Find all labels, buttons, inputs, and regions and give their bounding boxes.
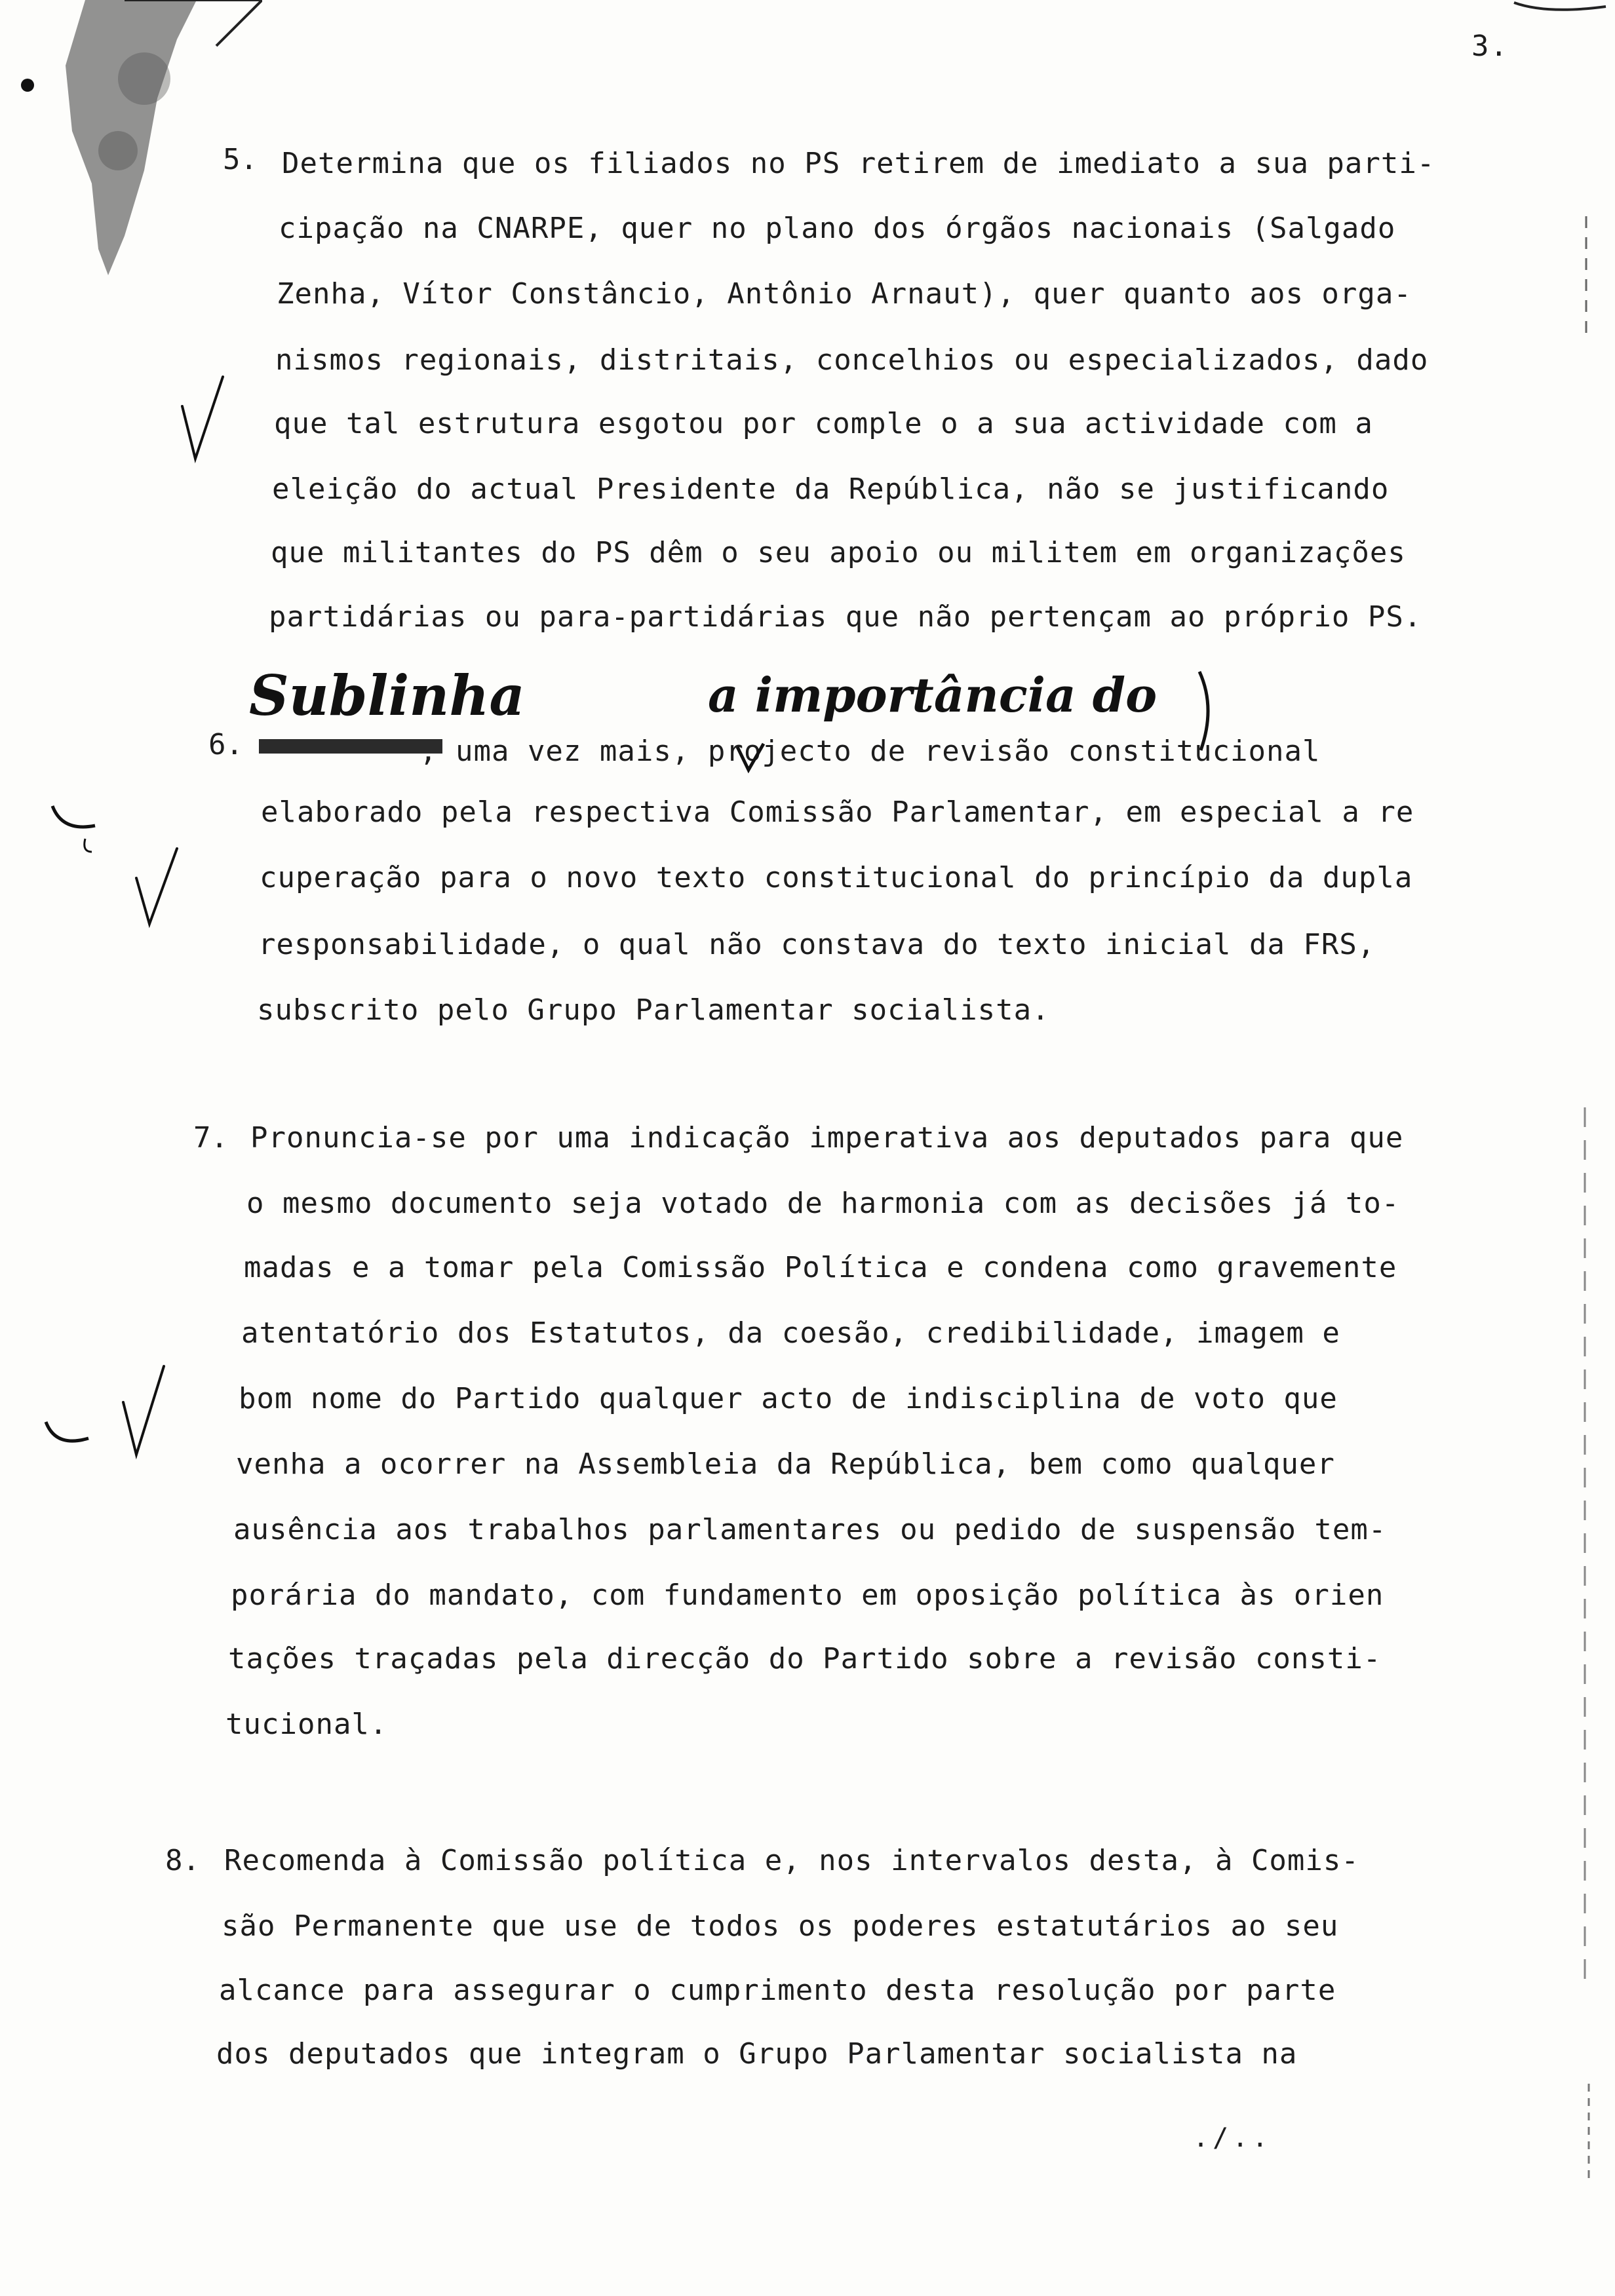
paragraph-7-line-2: o mesmo documento seja votado de harmonia com as decisões já to- [246,1187,1400,1220]
checkmark-icon-3 [118,1363,170,1461]
paragraph-8-line-1: Recomenda à Comissão política e, nos intervalos desta, à Comis- [224,1844,1359,1877]
handwritten-insert-sublinha: Sublinha [249,663,525,728]
paragraph-5-line-3: Zenha, Vítor Constâncio, Antônio Arnaut), quer quanto aos orga- [277,277,1412,311]
margin-hook-mark [46,793,105,858]
margin-hook-mark-2 [39,1409,98,1461]
edge-scan-marks [1566,216,1606,2261]
continuation-mark: ./.. [1193,2123,1272,2153]
paragraph-5-line-4: nismos regionais, distritais, concelhios ou especializados, dado [275,343,1429,377]
paragraph-7-line-6: venha a ocorrer na Assembleia da República, bem como qualquer [236,1447,1335,1481]
top-edge-mark [1508,0,1612,20]
paragraph-6-line-2: elaborado pela respectiva Comissão Parlamentar, em especial a re [261,795,1414,829]
paragraph-7-line-9: tações traçadas pela direcção do Partido sobre a revisão consti- [228,1642,1382,1675]
paragraph-6-line-4: responsabilidade, o qual não constava do texto inicial da FRS, [258,928,1376,961]
paragraph-6-line-3: cuperação para o novo texto constitucional do princípio da dupla [260,861,1413,894]
caret-insert-mark [734,740,767,773]
paragraph-5-line-6: eleição do actual Presidente da República, não se justificando [272,472,1390,506]
paragraph-8-line-2: são Permanente que use de todos os poderes estatutários ao seu [222,1909,1339,1943]
checkmark-icon [177,373,229,465]
paragraph-8-line-3: alcance para assegurar o cumprimento desta resolução por parte [219,1974,1336,2007]
paragraph-7-number: 7. [193,1121,228,1155]
paragraph-7-line-10: tucional. [225,1708,388,1741]
paragraph-7-line-5: bom nome do Partido qualquer acto de indisciplina de voto que [239,1382,1338,1415]
paragraph-7-line-7: ausência aos trabalhos parlamentares ou pedido de suspensão tem- [233,1513,1387,1546]
scan-blot-artifact [46,0,262,275]
paragraph-5-line-2: cipação na CNARPE, quer no plano dos órgãos nacionais (Salgado [279,212,1396,245]
page-number: 3. [1471,29,1509,63]
checkmark-icon-2 [131,845,184,930]
paragraph-6-number: 6. [208,728,243,761]
paragraph-8-number: 8. [165,1844,200,1877]
paragraph-6-line-5: subscrito pelo Grupo Parlamentar socialista. [257,993,1050,1027]
handwritten-insert-importancia: a importância do [708,667,1158,723]
scan-dot [0,66,39,105]
paragraph-5-line-7: que militantes do PS dêm o seu apoio ou militem em organizações [271,536,1406,569]
paragraph-8-line-4: dos deputados que integram o Grupo Parlamentar socialista na [216,2037,1298,2071]
paragraph-5-line-8: partidárias ou para-partidárias que não pertençam ao próprio PS. [269,600,1422,634]
paragraph-5-line-5: que tal estrutura esgotou por comple o a sua actividade com a [274,407,1373,440]
paragraph-5-number: 5. [223,143,258,176]
paragraph-7-line-4: atentatório dos Estatutos, da coesão, credibilidade, imagem e [241,1316,1340,1350]
paragraph-7-line-3: madas e a tomar pela Comissão Política e condena como gravemente [244,1251,1397,1284]
paragraph-5-line-1: Determina que os filiados no PS retirem de imediato a sua parti- [282,147,1435,180]
paragraph-6-line-1: , uma vez mais, projecto de revisão constitucional [419,735,1321,768]
paragraph-7-line-8: porária do mandato, com fundamento em oposição política às orien [231,1578,1384,1612]
paragraph-7-line-1: Pronuncia-se por uma indicação imperativa aos deputados para que [250,1121,1404,1155]
